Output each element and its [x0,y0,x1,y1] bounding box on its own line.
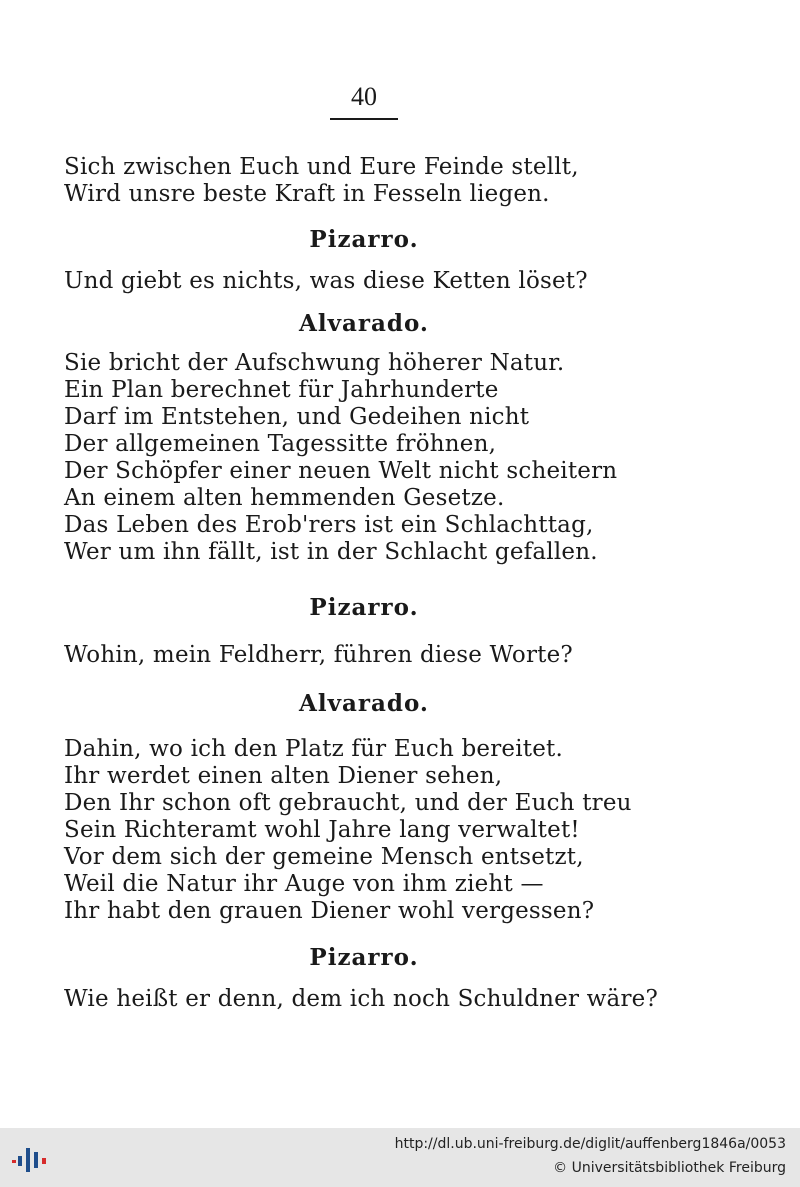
footer-copyright: © Universitätsbibliothek Freiburg [553,1160,786,1176]
verse-line: Weil die Natur ihr Auge von ihm zieht — [64,871,544,897]
verse-block-3 [64,350,744,566]
verse-block-4 [64,642,744,669]
verse-line: Den Ihr schon oft gebraucht, und der Euch treu [64,790,632,816]
verse-block-1 [64,154,744,208]
verse-line: Ihr werdet einen alten Diener sehen, [64,763,503,789]
verse-line: Wird unsre beste Kraft in Fesseln liegen. [64,181,550,207]
verse-line: Ihr habt den grauen Diener wohl vergessen? [64,898,595,924]
page-number-rule [330,118,398,120]
page-number: 40 [351,82,377,111]
verse-block-2 [64,268,744,295]
footer-bar [0,1128,800,1187]
verse-line: Und giebt es nichts, was diese Ketten löset? [64,268,588,294]
speaker-heading-pizarro: Pizarro. [309,226,419,253]
verse-line: Der allgemeinen Tagessitte fröhnen, [64,431,497,457]
verse-line: Der Schöpfer einer neuen Welt nicht scheitern [64,458,618,484]
ub-freiburg-logo-icon [12,1138,52,1178]
verse-line: Das Leben des Erob'rers ist ein Schlachttag, [64,512,594,538]
speaker-heading-alvarado: Alvarado. [299,690,429,717]
verse-line: Darf im Entstehen, und Gedeihen nicht [64,404,530,430]
verse-block-5 [64,736,744,925]
verse-line: Ein Plan berechnet für Jahrhunderte [64,377,499,403]
speaker-heading-pizarro: Pizarro. [309,594,419,621]
speaker-heading-alvarado: Alvarado. [299,310,429,337]
verse-line: Sein Richteramt wohl Jahre lang verwaltet! [64,817,580,843]
verse-line: Wie heißt er denn, dem ich noch Schuldner wäre? [64,986,659,1012]
verse-line: Vor dem sich der gemeine Mensch entsetzt, [64,844,584,870]
verse-line: Wer um ihn fällt, ist in der Schlacht gefallen. [64,539,598,565]
verse-line: An einem alten hemmenden Gesetze. [64,485,505,511]
verse-line: Sich zwischen Euch und Eure Feinde stellt, [64,154,579,180]
footer-url-link[interactable]: http://dl.ub.uni-freiburg.de/diglit/auffenberg1846a/0053 [394,1136,786,1152]
verse-block-6 [64,986,744,1013]
verse-line: Wohin, mein Feldherr, führen diese Worte? [64,642,573,668]
speaker-heading-pizarro: Pizarro. [309,944,419,971]
verse-line: Sie bricht der Aufschwung höherer Natur. [64,350,565,376]
verse-line: Dahin, wo ich den Platz für Euch bereitet. [64,736,563,762]
